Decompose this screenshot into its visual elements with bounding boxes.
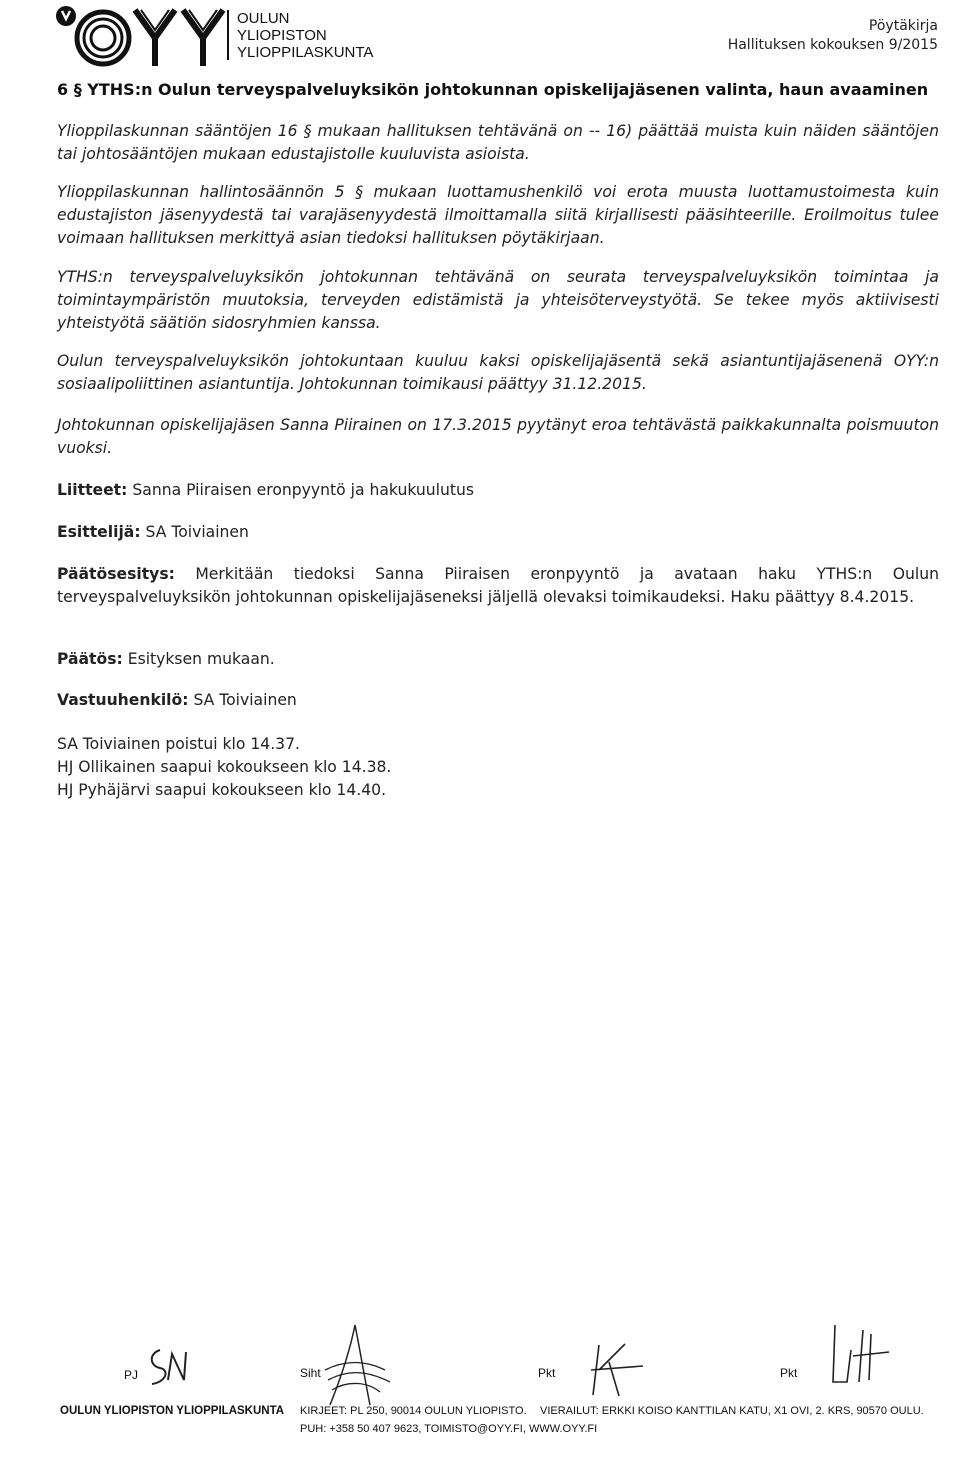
signature-label-pj: PJ bbox=[124, 1368, 139, 1382]
oyy-logo-mark bbox=[55, 4, 235, 68]
note-3: HJ Pyhäjärvi saapui kokoukseen klo 14.40. bbox=[57, 781, 387, 799]
org-name bbox=[237, 10, 373, 61]
footer-address: KIRJEET: PL 250, 90014 OULUN YLIOPISTO. bbox=[300, 1405, 527, 1417]
responsible-line bbox=[57, 689, 939, 712]
decision-line bbox=[57, 648, 939, 671]
signature-pj bbox=[140, 1340, 200, 1390]
org-name-line-1: OULUN bbox=[237, 10, 290, 27]
signature-pkt-1 bbox=[585, 1340, 655, 1400]
presenter-label: Esittelijä: bbox=[57, 523, 141, 541]
paragraph-5: Johtokunnan opiskelijajäsen Sanna Piirainen on 17.3.2015 pyytänyt eroa tehtävästä paikkakunnalta poismuuton vuoksi. bbox=[57, 416, 939, 457]
footer-contact: PUH: +358 50 407 9623, TOIMISTO@OYY.FI, WWW.OYY.FI bbox=[300, 1423, 598, 1435]
paragraph-3: YTHS:n terveyspalveluyksikön johtokunnan tehtävänä on seurata terveyspalveluyksikön toimintaa ja toimintaympäristön muutoksia, terveyden edistämistä ja yhteisöterveystyötä. Se tekee myös aktiivisesti yhteistyötä säätiön sidosryhmien kanssa. bbox=[57, 268, 939, 332]
proposal-line bbox=[57, 563, 939, 609]
decision-label: Päätös: bbox=[57, 650, 123, 668]
footer-visit: VIERAILUT: ERKKI KOISO KANTTILAN KATU, X1 OVI, 2. KRS, 90570 OULU. bbox=[540, 1405, 924, 1417]
proposal-label: Päätösesitys: bbox=[57, 565, 175, 583]
section-title: 6 § YTHS:n Oulun terveyspalveluyksikön johtokunnan opiskelijajäsenen valinta, haun avaaminen bbox=[57, 80, 929, 99]
proposal-value: Merkitään tiedoksi Sanna Piiraisen eronpyyntö ja avataan haku YTHS:n Oulun terveyspalveluyksikön johtokunnan opiskelijajäseneksi jäljellä olevaksi toimikaudeksi. Haku päättyy 8.4.2015. bbox=[57, 565, 939, 606]
presenter-value: SA Toiviainen bbox=[145, 523, 249, 541]
presenter-line bbox=[57, 521, 939, 544]
signature-pkt-2 bbox=[825, 1320, 895, 1390]
paragraph-1: Ylioppilaskunnan sääntöjen 16 § mukaan hallituksen tehtävänä on -- 16) päättää muista kuin näiden sääntöjen tai johtosääntöjen mukaan edustajistolle kuuluvista asioista. bbox=[57, 122, 939, 163]
signature-siht bbox=[310, 1320, 400, 1410]
meeting-id: Hallituksen kokouksen 9/2015 bbox=[727, 37, 938, 53]
paragraph-4: Oulun terveyspalveluyksikön johtokuntaan kuuluu kaksi opiskelijajäsentä sekä asiantuntijajäsenenä OYY:n sosiaalipoliittinen asiantuntija. Johtokunnan toimikausi päättyy 31.12.2015. bbox=[57, 352, 939, 393]
attachments-label: Liitteet: bbox=[57, 481, 128, 499]
org-name-line-2: YLIOPISTON bbox=[237, 27, 327, 44]
decision-value: Esityksen mukaan. bbox=[127, 650, 275, 668]
signature-label-siht: Siht bbox=[300, 1366, 321, 1380]
doc-type: Pöytäkirja bbox=[868, 18, 938, 34]
note-1: SA Toiviainen poistui klo 14.37. bbox=[57, 735, 300, 753]
paragraph-2: Ylioppilaskunnan hallintosäännön 5 § mukaan luottamushenkilö voi erota muusta luottamustoimesta kuin edustajiston jäsenyydestä tai varajäsenyydestä ilmoittamalla siitä kirjallisesti pääsihteerille. Eroilmoitus tulee voimaan hallituksen merkittyä asian tiedoksi hallituksen pöytäkirjaan. bbox=[57, 183, 939, 247]
note-2: HJ Ollikainen saapui kokoukseen klo 14.38. bbox=[57, 758, 392, 776]
signature-label-pkt-1: Pkt bbox=[538, 1366, 556, 1380]
footer-org: OULUN YLIOPISTON YLIOPPILASKUNTA bbox=[60, 1405, 285, 1417]
org-name-line-3: YLIOPPILASKUNTA bbox=[237, 44, 374, 61]
attachments-line bbox=[57, 479, 939, 502]
responsible-label: Vastuuhenkilö: bbox=[57, 691, 189, 709]
responsible-value: SA Toiviainen bbox=[193, 691, 297, 709]
attachments-value: Sanna Piiraisen eronpyyntö ja hakukuulutus bbox=[132, 481, 474, 499]
logo-divider bbox=[227, 10, 229, 60]
header-meta bbox=[728, 17, 938, 55]
signature-label-pkt-2: Pkt bbox=[780, 1366, 798, 1380]
notes bbox=[57, 733, 939, 802]
